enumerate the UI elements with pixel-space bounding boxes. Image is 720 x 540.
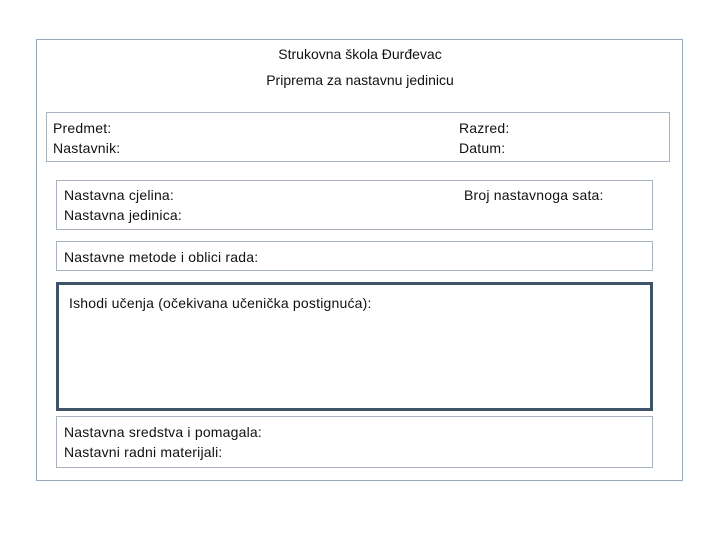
unit-box <box>56 180 653 230</box>
materials-label: Nastavni radni materijali: <box>64 444 223 460</box>
lesson-number-group <box>464 185 604 205</box>
info-box <box>46 112 670 162</box>
methods-box <box>56 241 653 271</box>
outcomes-label: Ishodi učenja (očekivana učenička postignuća): <box>69 295 372 311</box>
methods-label: Nastavne metode i oblici rada: <box>64 249 259 265</box>
aids-label: Nastavna sredstva i pomagala: <box>64 424 263 440</box>
lesson-number-label: Broj nastavnoga sata: <box>464 187 604 203</box>
page-title: Priprema za nastavnu jedinicu <box>266 72 454 88</box>
school-name: Strukovna škola Đurđevac <box>278 46 442 62</box>
unit-group-label: Nastavna cjelina: <box>64 187 175 203</box>
unit-label: Nastavna jedinica: <box>64 207 182 223</box>
outcomes-box <box>56 282 653 411</box>
grade-label: Razred: <box>459 120 510 136</box>
date-label: Datum: <box>459 140 506 156</box>
teacher-label: Nastavnik: <box>53 140 121 156</box>
grade-date-group <box>459 118 509 158</box>
subject-label: Predmet: <box>53 120 112 136</box>
resources-box <box>56 416 653 468</box>
